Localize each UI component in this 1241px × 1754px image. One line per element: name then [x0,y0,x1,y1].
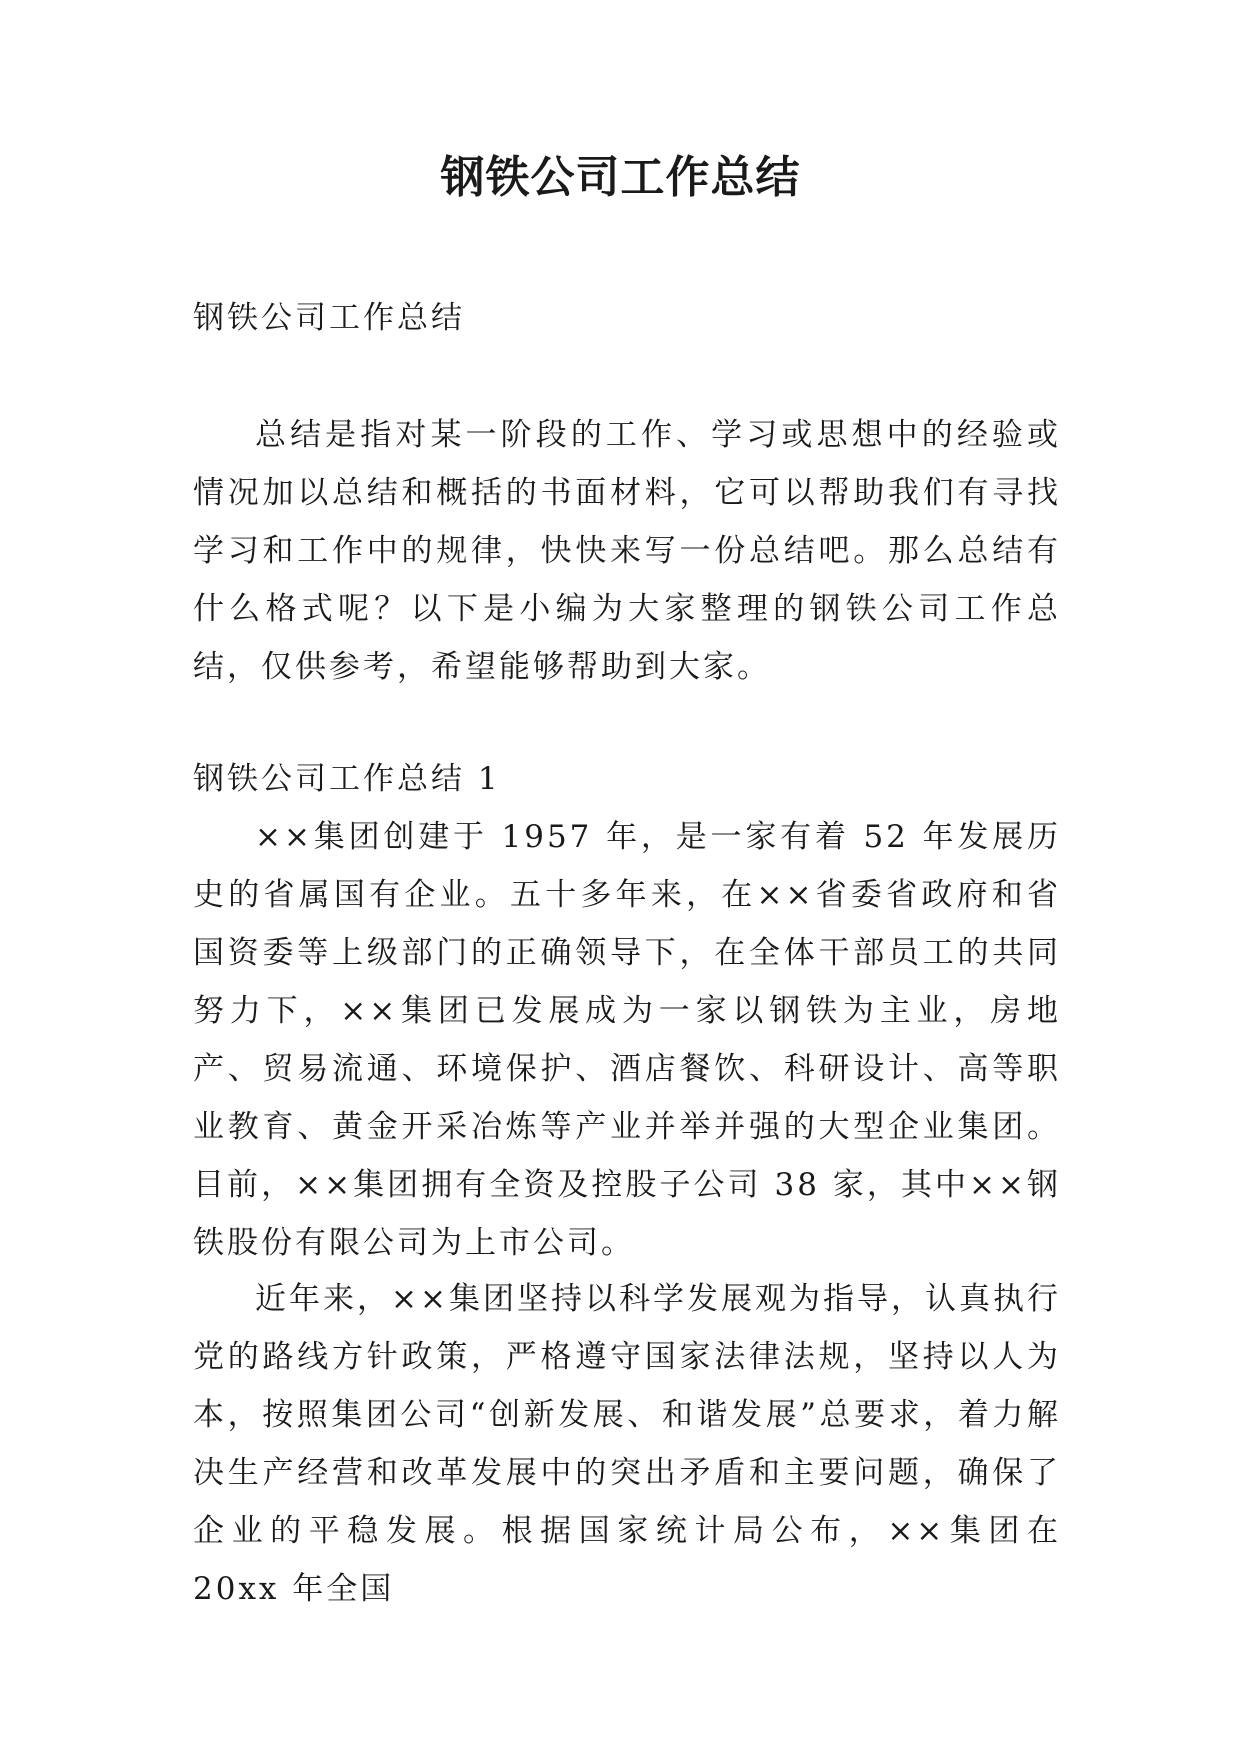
document-title: 钢铁公司工作总结 [440,152,801,203]
section-heading: 钢铁公司工作总结 1 [193,761,501,797]
document-subtitle: 钢铁公司工作总结 [193,300,465,336]
body-paragraph-1: ××集团创建于 1957 年，是一家有着 52 年发展历史的省属国有企业。五十多年来，在××省委省政府和省国资委等上级部门的正确领导下，在全体干部员工的共同努力下，××集团已发展成为一家以钢铁为主业，房地产、贸易流通、环境保护、酒店餐饮、科研设计、高等职业教育、黄金开采冶炼等产业并举并强的大型企业集团。目前，××集团拥有全资及控股子公司 38 家，其中××钢铁股份有限公司为上市公司。 [193,819,1061,1261]
intro-paragraph: 总结是指对某一阶段的工作、学习或思想中的经验或情况加以总结和概括的书面材料，它可以帮助我们有寻找学习和工作中的规律，快快来写一份总结吧。那么总结有什么格式呢？以下是小编为大家整理的钢铁公司工作总结，仅供参考，希望能够帮助到大家。 [193,417,1061,685]
body-paragraph-2: 近年来，××集团坚持以科学发展观为指导，认真执行党的路线方针政策，严格遵守国家法律法规，坚持以人为本，按照集团公司“创新发展、和谐发展”总要求，着力解决生产经营和改革发展中的突出矛盾和主要问题，确保了企业的平稳发展。根据国家统计局公布，××集团在 20xx 年全国 [193,1281,1061,1607]
